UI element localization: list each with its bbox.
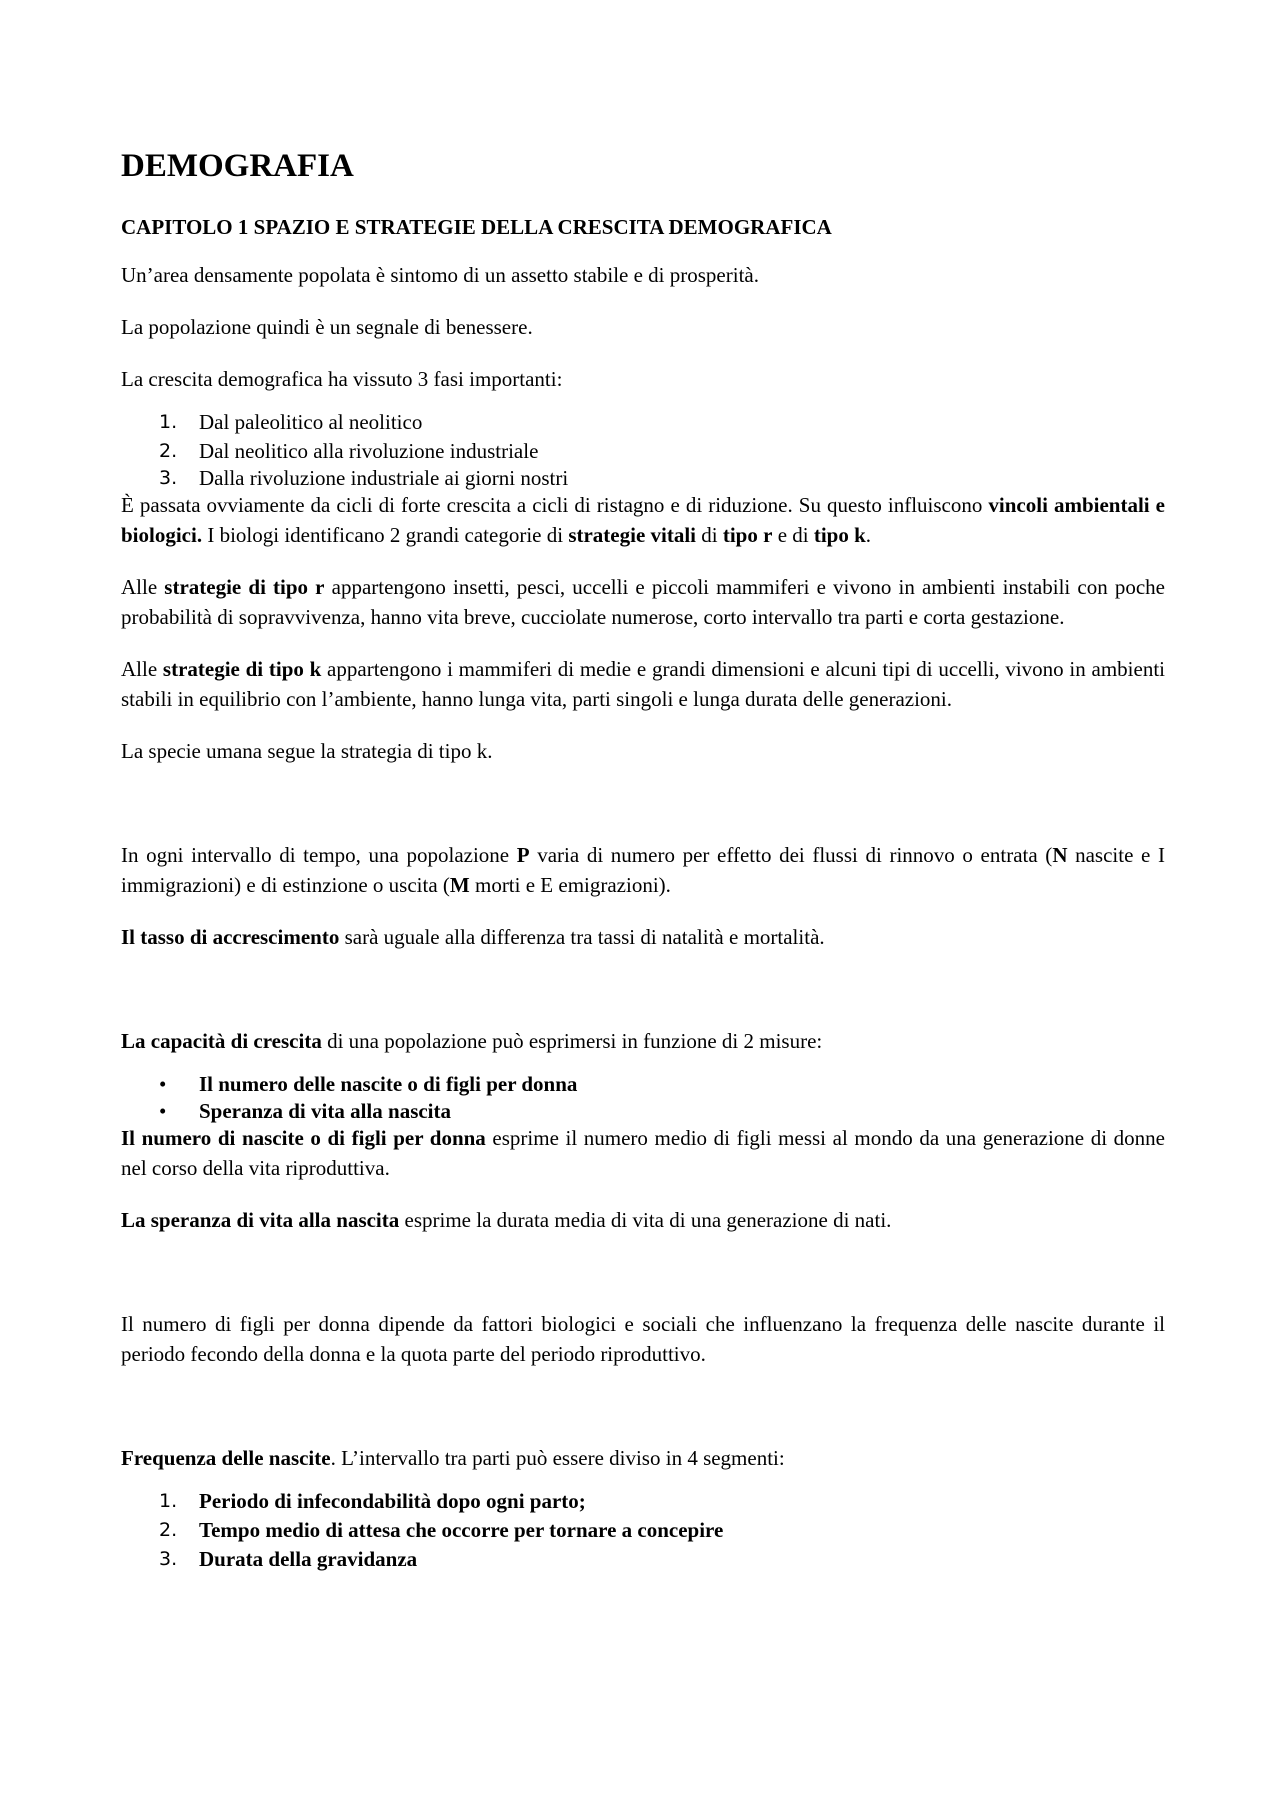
- paragraph: Il tasso di accrescimento sarà uguale alla differenza tra tassi di natalità e mortalità.: [121, 925, 825, 949]
- list-item: 3. Dalla rivoluzione industriale ai giorni nostri: [159, 466, 569, 490]
- paragraph: La popolazione quindi è un segnale di benessere.: [121, 315, 533, 339]
- list-item: • Il numero delle nascite o di figli per donna: [159, 1072, 578, 1096]
- paragraph: Un’area densamente popolata è sintomo di un assetto stabile e di prosperità.: [121, 263, 759, 287]
- list-item: 1. Dal paleolitico al neolitico: [159, 410, 423, 434]
- chapter-heading: CAPITOLO 1 SPAZIO E STRATEGIE DELLA CRESCITA DEMOGRAFICA: [121, 215, 832, 239]
- blank-line: [121, 1391, 1165, 1443]
- document-title: DEMOGRAFIA: [121, 148, 354, 184]
- segments-list: [121, 1487, 1165, 1574]
- document-page: [121, 150, 1165, 1574]
- blank-line: [121, 788, 1165, 840]
- paragraph: Il numero di figli per donna dipende da fattori biologici e sociali che influenzano la frequenza delle nascite durante il periodo fecondo della donna e la quota parte del periodo riproduttivo.: [121, 1312, 1165, 1366]
- list-item: 2. Dal neolitico alla rivoluzione industriale: [159, 439, 539, 463]
- paragraph: Frequenza delle nascite. L’intervallo tra parti può essere diviso in 4 segmenti:: [121, 1446, 785, 1470]
- list-item: • Speranza di vita alla nascita: [159, 1099, 452, 1123]
- list-item: 2. Tempo medio di attesa che occorre per tornare a concepire: [159, 1518, 724, 1542]
- phases-list: [121, 408, 1165, 490]
- measures-list: [121, 1070, 1165, 1123]
- paragraph: In ogni intervallo di tempo, una popolazione P varia di numero per effetto dei flussi di rinnovo o entrata (N nascite e I immigrazioni) e di estinzione o uscita (M morti e E emigrazioni).: [121, 843, 1165, 897]
- paragraph: La specie umana segue la strategia di tipo k.: [121, 739, 493, 763]
- paragraph: La speranza di vita alla nascita esprime la durata media di vita di una generazione di nati.: [121, 1208, 892, 1232]
- paragraph: Alle strategie di tipo r appartengono insetti, pesci, uccelli e piccoli mammiferi e vivono in ambienti instabili con poche probabilità di sopravvivenza, hanno vita breve, cucciolate numerose, corto intervallo tra parti e corta gestazione.: [121, 575, 1165, 629]
- paragraph: La capacità di crescita di una popolazione può esprimersi in funzione di 2 misure:: [121, 1029, 823, 1053]
- list-item: 3. Durata della gravidanza: [159, 1547, 418, 1571]
- paragraph: È passata ovviamente da cicli di forte crescita a cicli di ristagno e di riduzione. Su questo influiscono vincoli ambientali e biologici. I biologi identificano 2 grandi categorie di strategie vitali di tipo r e di tipo k.: [121, 493, 1165, 547]
- paragraph: La crescita demografica ha vissuto 3 fasi importanti:: [121, 367, 563, 391]
- list-item: 1. Periodo di infecondabilità dopo ogni parto;: [159, 1489, 586, 1513]
- blank-line: [121, 974, 1165, 1026]
- blank-line: [121, 1257, 1165, 1309]
- paragraph: Alle strategie di tipo k appartengono i mammiferi di medie e grandi dimensioni e alcuni tipi di uccelli, vivono in ambienti stabili in equilibrio con l’ambiente, hanno lunga vita, parti singoli e lunga durata delle generazioni.: [121, 657, 1165, 711]
- paragraph: Il numero di nascite o di figli per donna esprime il numero medio di figli messi al mondo da una generazione di donne nel corso della vita riproduttiva.: [121, 1126, 1165, 1180]
